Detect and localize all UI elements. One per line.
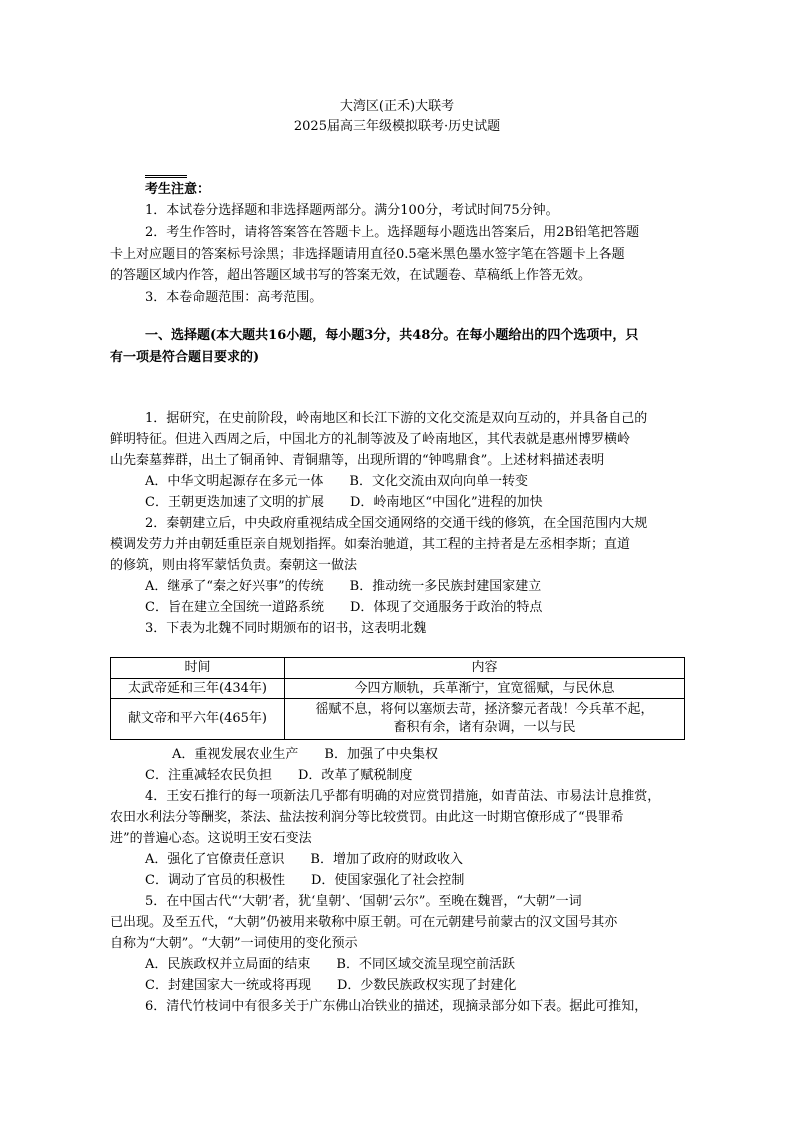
q5-options-cd: C．封建国家大一统或将再现 D．少数民族政权实现了封建化 [145, 978, 517, 993]
exam-title: 大湾区(正禾)大联考 [339, 99, 455, 114]
table-row-2-time: 献文帝和平六年(465年) [111, 699, 285, 740]
table-row-2-content [285, 699, 685, 740]
q6-line-1: 6．清代竹枝词中有很多关于广东佛山冶铁业的描述，现摘录部分如下表。据此可推知， [145, 999, 648, 1014]
q5-line-3: 自称为“大朝”。“大朝”一词使用的变化预示 [110, 936, 358, 951]
q5-options-ab: A．民族政权并立局面的结束 B．不同区域交流呈现空前活跃 [145, 957, 515, 972]
table-row-1-time: 太武帝延和三年(434年) [111, 679, 285, 699]
section-heading-line-2: 有一项是符合题目要求的) [110, 350, 260, 365]
notice-item-1: 1．本试卷分选择题和非选择题两部分。满分100分，考试时间75分钟。 [145, 203, 559, 218]
q2-options-ab: A．继承了“秦之好兴事”的传统 B．推动统一多民族封建国家建立 [145, 579, 542, 594]
notice-item-2-line-1: 2．考生作答时，请将答案答在答题卡上。选择题每小题选出答案后，用2B铅笔把答题 [145, 225, 640, 240]
q4-line-3: 进”的普遍心态。这说明王安石变法 [110, 831, 312, 846]
q1-line-1: 1．据研究，在史前阶段，岭南地区和长江下游的文化交流是双向互动的，并具备自己的 [145, 411, 648, 426]
notice-item-3: 3．本卷命题范围：高考范围。 [145, 290, 323, 305]
q1-options-ab: A．中华文明起源存在多元一体 B．文化交流由双向向单一转变 [145, 474, 528, 489]
q5-line-2: 已出现。及至五代，“大朝”仍被用来敬称中原王朝。可在元朝建号前蒙古的汉文国号其亦 [110, 915, 618, 930]
table-row-2-content-line-2: 畜积有余，诸有杂调，一以与民 [393, 720, 576, 735]
q3-line-1: 3．下表为北魏不同时期颁布的诏书，这表明北魏 [145, 621, 427, 636]
q4-options-cd: C．调动了官员的积极性 D．使国家强化了社会控制 [145, 873, 465, 888]
q4-line-2: 农田水利法分等酬奖，茶法、盐法按利润分等比较赏罚。由此这一时期官僚形成了“畏罪希 [110, 810, 624, 825]
q2-options-cd: C．旨在建立全国统一道路系统 D．体现了交通服务于政治的特点 [145, 600, 543, 615]
q2-line-2: 模调发劳力并由朝廷重臣亲自规划指挥。如秦治驰道，其工程的主持者是左丞相李斯；直道 [110, 537, 631, 552]
q3-options-cd: C．注重减轻农民负担 D．改革了赋税制度 [145, 768, 413, 783]
q2-line-3: 的修筑，则由将军蒙恬负责。秦朝这一做法 [110, 558, 358, 573]
notice-heading: 考生注意： [145, 182, 211, 197]
table-header-content: 内容 [285, 658, 685, 679]
exam-subtitle: 2025届高三年级模拟联考·历史试题 [293, 119, 501, 134]
q3-options-ab: A．重视发展农业生产 B．加强了中央集权 [172, 747, 438, 762]
table-row-2-content-line-1: 徭赋不息，将何以塞烦去苛，拯济黎元者哉！今兵革不起， [315, 702, 654, 717]
notice-item-2-line-3: 的答题区域内作答，超出答题区域书写的答案无效，在试题卷、草稿纸上作答无效。 [110, 268, 592, 283]
q1-line-3: 山先秦墓葬群，出土了铜甬钟、青铜鼎等，出现所谓的“钟鸣鼎食”。上述材料描述表明 [110, 453, 605, 468]
q2-line-1: 2．秦朝建立后，中央政府重视结成全国交通网络的交通干线的修筑，在全国范围内大规 [145, 516, 648, 531]
q4-options-ab: A．强化了官僚责任意识 B．增加了政府的财政收入 [145, 852, 463, 867]
q3-edict-table [110, 657, 685, 740]
q1-options-cd: C．王朝更迭加速了文明的扩展 D．岭南地区“中国化”进程的加快 [145, 495, 543, 510]
q1-line-2: 鲜明特征。但进入西周之后，中国北方的礼制等波及了岭南地区，其代表就是惠州博罗横岭 [110, 432, 631, 447]
section-heading-line-1: 一、选择题(本大题共16小题，每小题3分，共48分。在每小题给出的四个选项中，只 [145, 328, 639, 343]
divider [145, 175, 187, 178]
table-header-time: 时间 [111, 658, 285, 679]
table-row-1-content: 今四方顺轨，兵革渐宁，宜宽徭赋，与民休息 [285, 679, 685, 699]
notice-item-2-line-2: 卡上对应题目的答案标号涂黑；非选择题请用直径0.5毫米黑色墨水签字笔在答题卡上各题 [110, 247, 625, 262]
q4-line-1: 4．王安石推行的每一项新法几乎都有明确的对应赏罚措施，如青苗法、市易法计息推赏， [145, 789, 661, 804]
q5-line-1: 5．在中国古代“‘大朝’者，犹‘皇朝’、‘国朝’云尔”。至晚在魏晋，“大朝”一词 [145, 894, 582, 909]
